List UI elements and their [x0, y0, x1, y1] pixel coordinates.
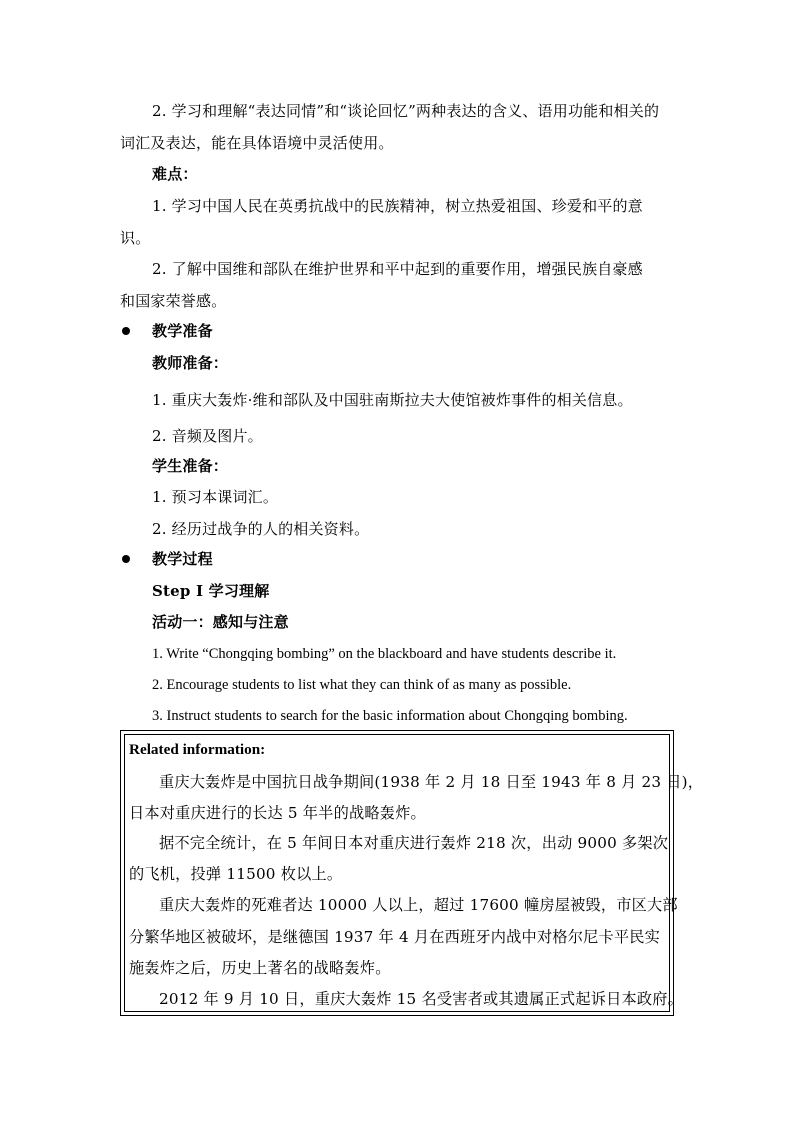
teaching-process-heading: 教学过程: [152, 550, 213, 568]
objective-item-2-line-1: 2. 学习和理解“表达同情”和“谈论回忆”两种表达的含义、语用功能和相关的: [152, 102, 660, 120]
teacher-preparation-heading: 教师准备：: [152, 354, 229, 372]
related-info-paragraph-1-line-1: 重庆大轰炸是中国抗日战争期间(1938 年 2 月 18 日至 1943 年 8 月 23 日)，: [159, 773, 704, 791]
difficulty-item-1-line-2: 识。: [120, 229, 151, 247]
related-information-box: [120, 730, 704, 1016]
teacher-preparation-item-2: 2. 音频及图片。: [152, 427, 263, 445]
bullet-icon: [122, 555, 130, 563]
related-info-paragraph-1-line-2: 日本对重庆进行的长达 5 年半的战略轰炸。: [129, 804, 426, 822]
related-info-paragraph-4-line-1: 2012 年 9 月 10 日，重庆大轰炸 15 名受害者或其遗属正式起诉日本政府。: [159, 990, 684, 1008]
objective-item-2-line-2: 词汇及表达，能在具体语境中灵活使用。: [120, 134, 394, 152]
activity-title: 活动一：感知与注意: [152, 613, 289, 631]
student-preparation-item-2: 2. 经历过战争的人的相关资料。: [152, 520, 370, 538]
related-info-paragraph-3-line-2: 分繁华地区被破坏，是继德国 1937 年 4 月在西班牙内战中对格尔尼卡平民实: [129, 928, 661, 946]
difficulty-item-1-line-1: 1. 学习中国人民在英勇抗战中的民族精神，树立热爱祖国、珍爱和平的意: [152, 197, 643, 215]
student-preparation-item-1: 1. 预习本课词汇。: [152, 488, 279, 506]
related-info-paragraph-3-line-1: 重庆大轰炸的死难者达 10000 人以上，超过 17600 幢房屋被毁，市区大部: [159, 896, 678, 914]
related-info-paragraph-3-line-3: 施轰炸之后，历史上著名的战略轰炸。: [129, 959, 391, 977]
difficulty-item-2-line-1: 2. 了解中国维和部队在维护世界和平中起到的重要作用，增强民族自豪感: [152, 260, 643, 278]
related-information-title: Related information:: [129, 741, 266, 758]
difficulty-item-2-line-2: 和国家荣誉感。: [120, 292, 227, 310]
related-info-paragraph-2-line-1: 据不完全统计，在 5 年间日本对重庆进行轰炸 218 次，出动 9000 多架次: [159, 834, 669, 852]
related-info-paragraph-2-line-2: 的飞机，投弹 11500 枚以上。: [129, 865, 343, 883]
step-title: Step I 学习理解: [152, 582, 270, 600]
bullet-icon: [122, 327, 130, 335]
teacher-preparation-item-1: 1. 重庆大轰炸·维和部队及中国驻南斯拉夫大使馆被炸事件的相关信息。: [152, 391, 633, 409]
preparation-heading: 教学准备: [152, 322, 213, 340]
difficulties-heading: 难点：: [152, 165, 198, 183]
student-preparation-heading: 学生准备：: [152, 457, 229, 475]
process-step-2: 2. Encourage students to list what they can think of as many as possible.: [152, 677, 572, 693]
process-step-1: 1. Write “Chongqing bombing” on the blackboard and have students describe it.: [152, 646, 617, 662]
process-step-3: 3. Instruct students to search for the basic information about Chongqing bombing.: [152, 708, 628, 724]
